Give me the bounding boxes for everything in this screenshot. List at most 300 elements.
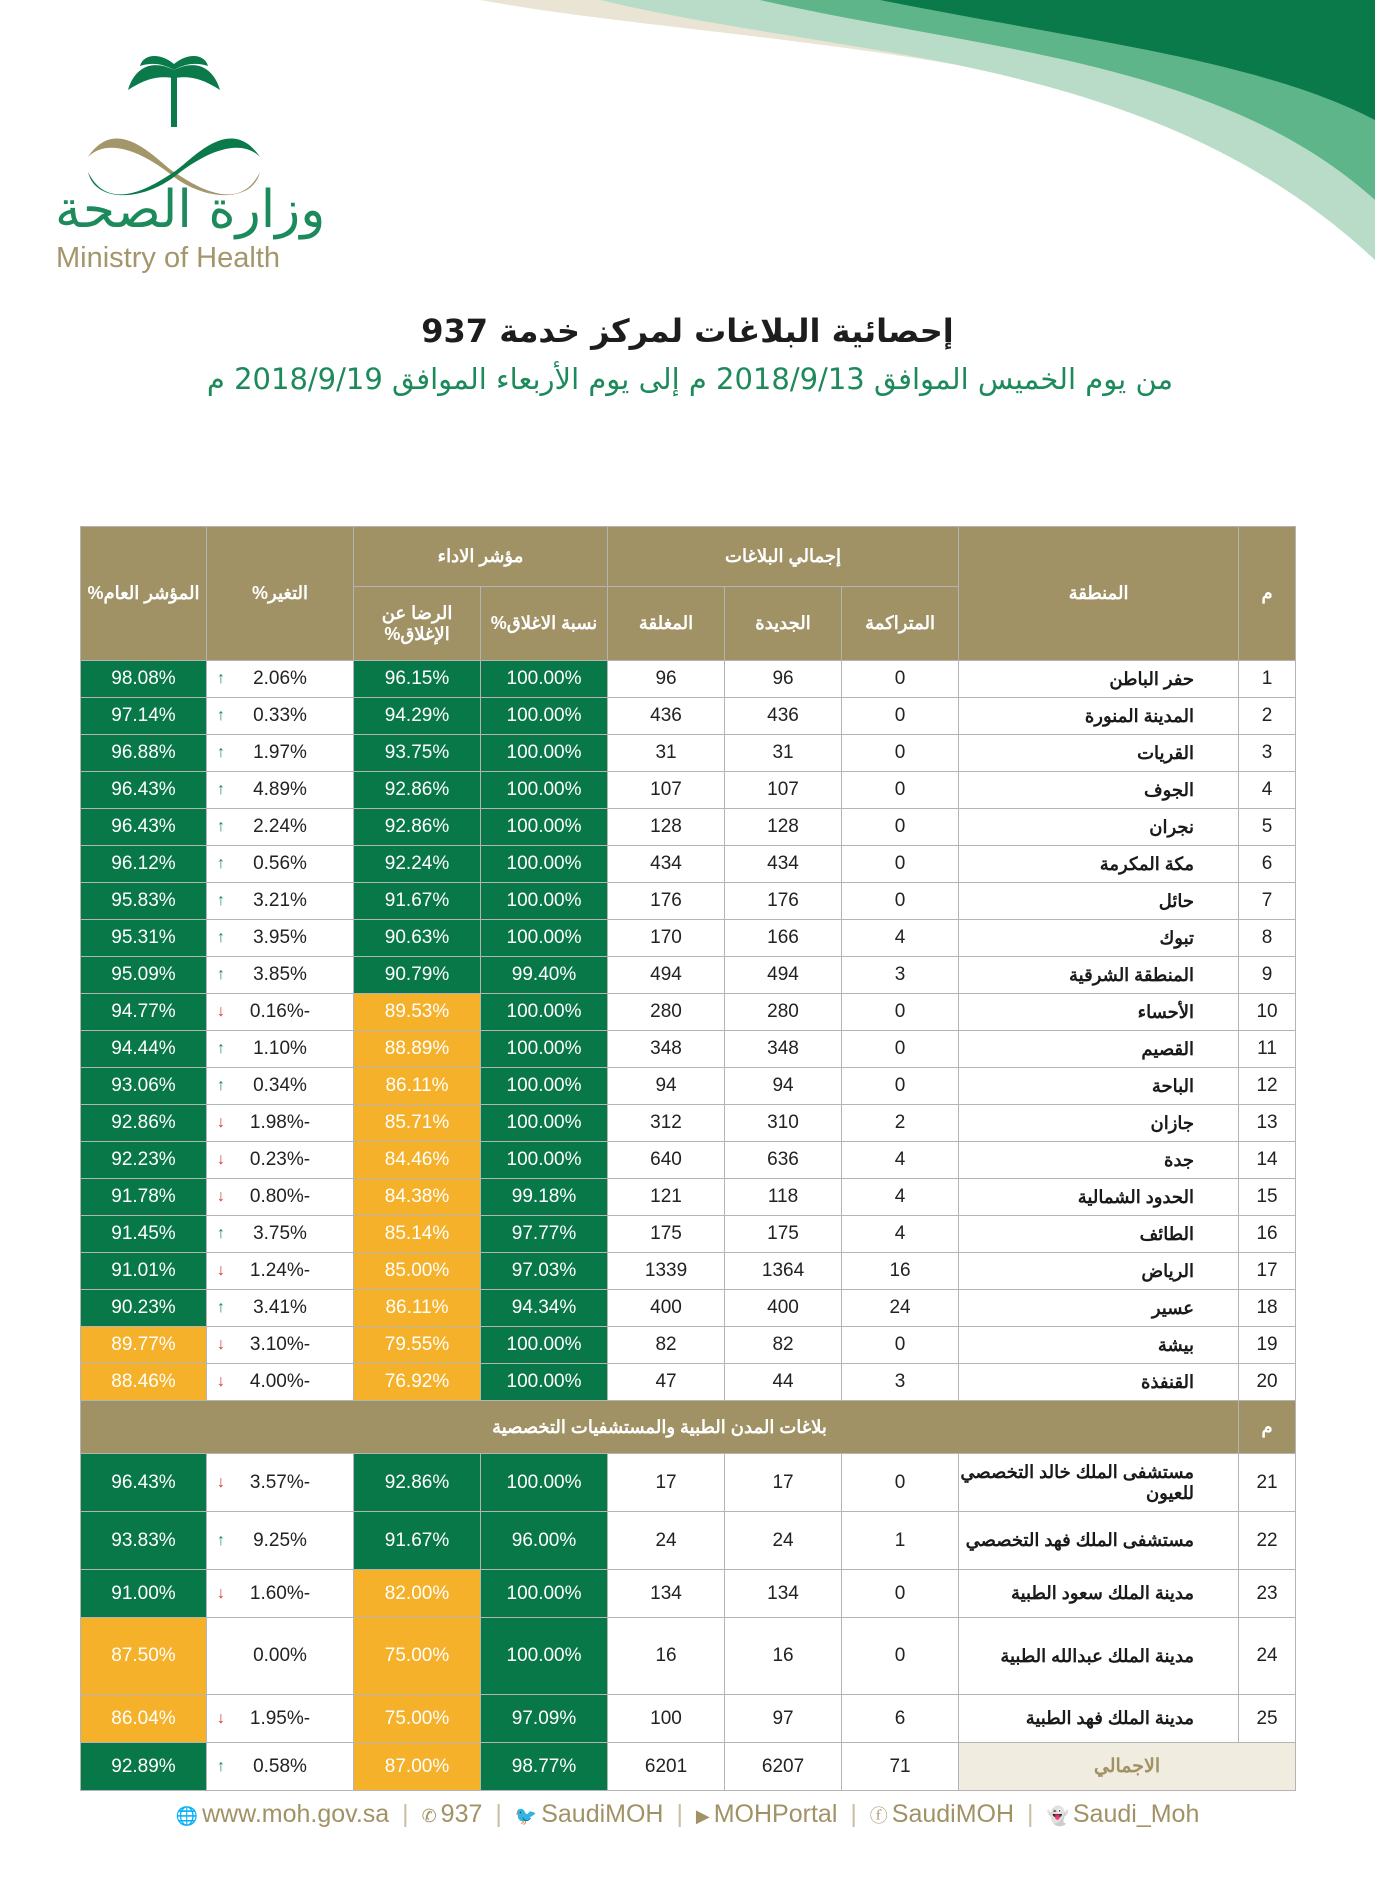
row-change-value: -1.98% (249, 1112, 311, 1133)
row-accumulated: 0 (842, 994, 959, 1031)
table-row (81, 846, 1296, 883)
page-title: إحصائية البلاغات لمركز خدمة 937 (421, 312, 954, 350)
row-change-value: 3.41% (253, 1297, 307, 1318)
footer-facebook[interactable]: SaudiMOH (891, 1800, 1015, 1828)
row-close-rate: 94.34% (481, 1290, 608, 1327)
row-new: 31 (725, 735, 842, 772)
row-overall: 94.77% (81, 994, 207, 1031)
row-close-rate: 100.00% (481, 994, 608, 1031)
row-new: 94 (725, 1068, 842, 1105)
row-change (207, 1364, 354, 1401)
row-change-value: 2.06% (253, 668, 307, 689)
row-new: 24 (725, 1512, 842, 1570)
row-close-rate: 100.00% (481, 1364, 608, 1401)
row-region-name: حفر الباطن (959, 661, 1239, 698)
youtube-icon: ▶ (695, 1806, 710, 1826)
row-overall: 95.09% (81, 957, 207, 994)
row-region-name: مستشفى الملك خالد التخصصي للعيون (959, 1454, 1239, 1512)
arrow-up-icon: ↑ (217, 855, 225, 872)
row-accumulated: 0 (842, 772, 959, 809)
row-satisfaction: 91.67% (354, 1512, 481, 1570)
row-accumulated: 3 (842, 957, 959, 994)
arrow-up-icon: ↑ (217, 929, 225, 946)
total-accumulated: 71 (842, 1743, 959, 1791)
row-accumulated: 6 (842, 1695, 959, 1743)
footer-twitter[interactable]: SaudiMOH (541, 1800, 664, 1828)
arrow-up-icon: ↑ (217, 670, 225, 687)
row-new: 97 (725, 1695, 842, 1743)
row-satisfaction: 92.86% (354, 772, 481, 809)
table-row (81, 1454, 1296, 1512)
row-index: 24 (1239, 1618, 1296, 1695)
row-overall: 95.31% (81, 920, 207, 957)
row-change (207, 772, 354, 809)
row-region-name: الأحساء (959, 994, 1239, 1031)
row-satisfaction: 91.67% (354, 883, 481, 920)
row-new: 134 (725, 1570, 842, 1618)
row-index: 17 (1239, 1253, 1296, 1290)
row-new: 280 (725, 994, 842, 1031)
header-overall: المؤشر العام% (81, 527, 207, 661)
row-closed: 16 (608, 1618, 725, 1695)
row-closed: 280 (608, 994, 725, 1031)
header-region: المنطقة (959, 527, 1239, 661)
row-region-name: جازان (959, 1105, 1239, 1142)
row-overall: 92.86% (81, 1105, 207, 1142)
header-performance: مؤشر الاداء (354, 527, 608, 587)
row-region-name: مدينة الملك فهد الطبية (959, 1695, 1239, 1743)
row-new: 494 (725, 957, 842, 994)
total-satisfaction: 87.00% (354, 1743, 481, 1791)
row-index: 14 (1239, 1142, 1296, 1179)
row-change (207, 1454, 354, 1512)
row-accumulated: 16 (842, 1253, 959, 1290)
row-change-value: -1.24% (249, 1260, 311, 1281)
row-closed: 494 (608, 957, 725, 994)
table-row (81, 1327, 1296, 1364)
row-change-value: 3.21% (253, 890, 307, 911)
row-accumulated: 0 (842, 698, 959, 735)
row-close-rate: 100.00% (481, 1327, 608, 1364)
row-region-name: حائل (959, 883, 1239, 920)
date-range-subtitle: من يوم الخميس الموافق 2018/9/13 م إلى يوم الأربعاء الموافق 2018/9/19 م (206, 362, 1174, 396)
row-change (207, 698, 354, 735)
row-closed: 400 (608, 1290, 725, 1327)
logo-english-name: Ministry of Health (56, 242, 281, 274)
row-satisfaction: 84.46% (354, 1142, 481, 1179)
row-overall: 97.14% (81, 698, 207, 735)
row-overall: 96.43% (81, 809, 207, 846)
total-closed: 6201 (608, 1743, 725, 1791)
row-close-rate: 100.00% (481, 1068, 608, 1105)
row-new: 128 (725, 809, 842, 846)
header-new: الجديدة (725, 587, 842, 661)
row-region-name: جدة (959, 1142, 1239, 1179)
row-index: 11 (1239, 1031, 1296, 1068)
row-closed: 31 (608, 735, 725, 772)
row-region-name: عسير (959, 1290, 1239, 1327)
row-overall: 96.88% (81, 735, 207, 772)
table-row (81, 1105, 1296, 1142)
footer-website[interactable]: www.moh.gov.sa (202, 1800, 390, 1828)
footer-snapchat[interactable]: Saudi_Moh (1072, 1800, 1200, 1828)
footer-youtube[interactable]: MOHPortal (713, 1800, 838, 1828)
row-satisfaction: 75.00% (354, 1695, 481, 1743)
row-overall: 91.45% (81, 1216, 207, 1253)
row-index: 21 (1239, 1454, 1296, 1512)
table-row (81, 735, 1296, 772)
row-change (207, 1618, 354, 1695)
row-change (207, 1142, 354, 1179)
row-close-rate: 100.00% (481, 1142, 608, 1179)
row-accumulated: 3 (842, 1364, 959, 1401)
row-new: 636 (725, 1142, 842, 1179)
row-satisfaction: 86.11% (354, 1290, 481, 1327)
row-accumulated: 0 (842, 1618, 959, 1695)
table-row (81, 1031, 1296, 1068)
row-region-name: مدينة الملك سعود الطبية (959, 1570, 1239, 1618)
table-row (81, 1290, 1296, 1327)
row-index: 2 (1239, 698, 1296, 735)
row-index: 5 (1239, 809, 1296, 846)
row-closed: 312 (608, 1105, 725, 1142)
row-change-value: 1.10% (253, 1038, 307, 1059)
row-satisfaction: 92.86% (354, 1454, 481, 1512)
row-overall: 87.50% (81, 1618, 207, 1695)
total-close-rate: 98.77% (481, 1743, 608, 1791)
row-change (207, 1179, 354, 1216)
row-index: 15 (1239, 1179, 1296, 1216)
arrow-up-icon: ↑ (217, 892, 225, 909)
logo-arabic-name: وزارة الصحة (55, 180, 326, 240)
row-close-rate: 99.18% (481, 1179, 608, 1216)
row-change-value: -0.16% (249, 1001, 311, 1022)
arrow-down-icon: ↓ (217, 1473, 225, 1491)
row-close-rate: 100.00% (481, 735, 608, 772)
row-change-value: 4.89% (253, 779, 307, 800)
row-overall: 86.04% (81, 1695, 207, 1743)
row-overall: 91.01% (81, 1253, 207, 1290)
row-new: 310 (725, 1105, 842, 1142)
row-change (207, 1570, 354, 1618)
row-close-rate: 100.00% (481, 1570, 608, 1618)
total-overall: 92.89% (81, 1743, 207, 1791)
row-index: 3 (1239, 735, 1296, 772)
row-closed: 348 (608, 1031, 725, 1068)
row-new: 107 (725, 772, 842, 809)
header-change: التغير% (207, 527, 354, 661)
row-index: 16 (1239, 1216, 1296, 1253)
row-close-rate: 96.00% (481, 1512, 608, 1570)
table-row (81, 1364, 1296, 1401)
table-row (81, 994, 1296, 1031)
arrow-up-icon: ↑ (217, 818, 225, 835)
row-change (207, 735, 354, 772)
row-change (207, 809, 354, 846)
row-satisfaction: 94.29% (354, 698, 481, 735)
row-change (207, 1327, 354, 1364)
row-satisfaction: 82.00% (354, 1570, 481, 1618)
row-satisfaction: 79.55% (354, 1327, 481, 1364)
total-row (81, 1743, 1296, 1791)
row-change-value: -3.57% (249, 1471, 311, 1493)
row-accumulated: 0 (842, 735, 959, 772)
row-overall: 96.43% (81, 1454, 207, 1512)
row-overall: 93.06% (81, 1068, 207, 1105)
row-accumulated: 4 (842, 1142, 959, 1179)
row-new: 96 (725, 661, 842, 698)
row-accumulated: 0 (842, 1454, 959, 1512)
total-new: 6207 (725, 1743, 842, 1791)
row-index: 1 (1239, 661, 1296, 698)
row-closed: 100 (608, 1695, 725, 1743)
row-accumulated: 4 (842, 1179, 959, 1216)
row-new: 16 (725, 1618, 842, 1695)
row-accumulated: 1 (842, 1512, 959, 1570)
row-satisfaction: 89.53% (354, 994, 481, 1031)
row-change-value: 9.25% (253, 1529, 307, 1551)
row-accumulated: 0 (842, 661, 959, 698)
row-change (207, 883, 354, 920)
row-change-value: 2.24% (253, 816, 307, 837)
row-satisfaction: 90.63% (354, 920, 481, 957)
row-region-name: الجوف (959, 772, 1239, 809)
row-new: 176 (725, 883, 842, 920)
row-close-rate: 97.09% (481, 1695, 608, 1743)
row-change (207, 1216, 354, 1253)
footer-contacts: 🌐 www.moh.gov.sa | ✆ 937 | 🐦 SaudiMOH | ▶ MOHPortal | ⓕ SaudiMOH | 👻 Saudi_Moh (175, 1800, 1200, 1828)
row-close-rate: 100.00% (481, 920, 608, 957)
row-accumulated: 24 (842, 1290, 959, 1327)
row-index: 4 (1239, 772, 1296, 809)
row-closed: 175 (608, 1216, 725, 1253)
row-accumulated: 0 (842, 1327, 959, 1364)
row-closed: 436 (608, 698, 725, 735)
globe-icon: 🌐 (175, 1806, 199, 1826)
row-overall: 91.00% (81, 1570, 207, 1618)
row-change-value: 0.00% (253, 1645, 307, 1666)
header-satisfaction: الرضا عن الإغلاق% (354, 587, 481, 661)
row-accumulated: 0 (842, 1068, 959, 1105)
arrow-up-icon: ↑ (217, 707, 225, 724)
row-new: 82 (725, 1327, 842, 1364)
row-overall: 98.08% (81, 661, 207, 698)
row-change-value: 0.33% (253, 705, 307, 726)
table-row (81, 1068, 1296, 1105)
table-row (81, 772, 1296, 809)
footer-phone[interactable]: 937 (440, 1800, 483, 1828)
row-satisfaction: 88.89% (354, 1031, 481, 1068)
row-change (207, 661, 354, 698)
arrow-down-icon: ↓ (217, 1262, 225, 1279)
row-accumulated: 0 (842, 883, 959, 920)
total-change (207, 1743, 354, 1791)
row-new: 348 (725, 1031, 842, 1068)
table-row (81, 1253, 1296, 1290)
table-row (81, 920, 1296, 957)
row-change (207, 1290, 354, 1327)
row-close-rate: 100.00% (481, 1618, 608, 1695)
row-index: 18 (1239, 1290, 1296, 1327)
arrow-down-icon: ↓ (217, 1584, 225, 1602)
row-change (207, 957, 354, 994)
header-total-reports: إجمالي البلاغات (608, 527, 959, 587)
row-accumulated: 4 (842, 920, 959, 957)
row-new: 434 (725, 846, 842, 883)
header-accumulated: المتراكمة (842, 587, 959, 661)
row-new: 175 (725, 1216, 842, 1253)
row-closed: 176 (608, 883, 725, 920)
arrow-up-icon: ↑ (217, 1040, 225, 1057)
row-index: 20 (1239, 1364, 1296, 1401)
row-new: 1364 (725, 1253, 842, 1290)
row-index: 6 (1239, 846, 1296, 883)
row-overall: 89.77% (81, 1327, 207, 1364)
row-region-name: تبوك (959, 920, 1239, 957)
arrow-down-icon: ↓ (217, 1114, 225, 1131)
row-close-rate: 100.00% (481, 1105, 608, 1142)
row-index: 23 (1239, 1570, 1296, 1618)
row-region-name: القصيم (959, 1031, 1239, 1068)
row-change-value: 3.85% (253, 964, 307, 985)
row-overall: 88.46% (81, 1364, 207, 1401)
phone-icon: ✆ (421, 1806, 437, 1826)
table-row (81, 698, 1296, 735)
row-change-value: -1.60% (249, 1582, 311, 1604)
row-closed: 107 (608, 772, 725, 809)
total-change-value: 0.58% (253, 1755, 307, 1777)
table-row (81, 1179, 1296, 1216)
row-change (207, 1253, 354, 1290)
row-satisfaction: 86.11% (354, 1068, 481, 1105)
table-row (81, 957, 1296, 994)
row-index: 13 (1239, 1105, 1296, 1142)
row-index: 25 (1239, 1695, 1296, 1743)
row-accumulated: 0 (842, 1031, 959, 1068)
row-close-rate: 99.40% (481, 957, 608, 994)
row-change (207, 1031, 354, 1068)
row-region-name: بيشة (959, 1327, 1239, 1364)
row-accumulated: 0 (842, 809, 959, 846)
row-satisfaction: 75.00% (354, 1618, 481, 1695)
arrow-down-icon: ↓ (217, 1151, 225, 1168)
row-closed: 17 (608, 1454, 725, 1512)
row-index: 10 (1239, 994, 1296, 1031)
row-change-value: -3.10% (249, 1334, 311, 1355)
row-change-value: 3.75% (253, 1223, 307, 1244)
arrow-up-icon: ↑ (217, 966, 225, 983)
arrow-down-icon: ↓ (217, 1336, 225, 1353)
row-closed: 1339 (608, 1253, 725, 1290)
twitter-icon: 🐦 (514, 1806, 538, 1826)
row-satisfaction: 84.38% (354, 1179, 481, 1216)
header-closed: المغلقة (608, 587, 725, 661)
section-header-row (81, 1401, 1296, 1454)
row-closed: 134 (608, 1570, 725, 1618)
row-satisfaction: 93.75% (354, 735, 481, 772)
facebook-icon: ⓕ (869, 1806, 888, 1826)
row-overall: 93.83% (81, 1512, 207, 1570)
row-new: 44 (725, 1364, 842, 1401)
table-row (81, 883, 1296, 920)
row-change (207, 1695, 354, 1743)
row-new: 118 (725, 1179, 842, 1216)
row-close-rate: 97.77% (481, 1216, 608, 1253)
row-region-name: المدينة المنورة (959, 698, 1239, 735)
row-accumulated: 0 (842, 1570, 959, 1618)
row-accumulated: 2 (842, 1105, 959, 1142)
table-row (81, 809, 1296, 846)
row-closed: 640 (608, 1142, 725, 1179)
table-row (81, 1512, 1296, 1570)
row-overall: 90.23% (81, 1290, 207, 1327)
row-satisfaction: 76.92% (354, 1364, 481, 1401)
row-overall: 91.78% (81, 1179, 207, 1216)
row-accumulated: 0 (842, 846, 959, 883)
row-satisfaction: 85.00% (354, 1253, 481, 1290)
table-row (81, 1618, 1296, 1695)
arrow-up-icon: ↑ (217, 744, 225, 761)
row-new: 400 (725, 1290, 842, 1327)
header-close-rate: نسبة الاغلاق% (481, 587, 608, 661)
row-satisfaction: 92.24% (354, 846, 481, 883)
arrow-up-icon: ↑ (217, 1757, 225, 1775)
row-region-name: الحدود الشمالية (959, 1179, 1239, 1216)
row-closed: 94 (608, 1068, 725, 1105)
arrow-up-icon: ↑ (217, 1225, 225, 1242)
table-row (81, 1216, 1296, 1253)
header-index: م (1239, 527, 1296, 661)
row-overall: 96.43% (81, 772, 207, 809)
row-close-rate: 100.00% (481, 661, 608, 698)
row-index: 7 (1239, 883, 1296, 920)
row-change (207, 1512, 354, 1570)
arrow-up-icon: ↑ (217, 1299, 225, 1316)
row-close-rate: 100.00% (481, 698, 608, 735)
row-region-name: الرياض (959, 1253, 1239, 1290)
row-region-name: القنفذة (959, 1364, 1239, 1401)
row-close-rate: 100.00% (481, 809, 608, 846)
row-change-value: 1.97% (253, 742, 307, 763)
table-row (81, 1695, 1296, 1743)
row-closed: 96 (608, 661, 725, 698)
row-satisfaction: 92.86% (354, 809, 481, 846)
row-satisfaction: 96.15% (354, 661, 481, 698)
row-change (207, 846, 354, 883)
row-index: 8 (1239, 920, 1296, 957)
row-change-value: 3.95% (253, 927, 307, 948)
row-region-name: مدينة الملك عبدالله الطبية (959, 1618, 1239, 1695)
row-change (207, 1105, 354, 1142)
row-close-rate: 100.00% (481, 846, 608, 883)
row-region-name: الباحة (959, 1068, 1239, 1105)
row-region-name: مستشفى الملك فهد التخصصي (959, 1512, 1239, 1570)
row-close-rate: 100.00% (481, 883, 608, 920)
total-label: الاجمالي (959, 1743, 1296, 1791)
row-closed: 24 (608, 1512, 725, 1570)
row-closed: 121 (608, 1179, 725, 1216)
arrow-down-icon: ↓ (217, 1709, 225, 1727)
table-row (81, 1570, 1296, 1618)
row-closed: 128 (608, 809, 725, 846)
section-index-label: م (1239, 1401, 1296, 1454)
row-new: 17 (725, 1454, 842, 1512)
row-index: 12 (1239, 1068, 1296, 1105)
row-change (207, 920, 354, 957)
row-closed: 47 (608, 1364, 725, 1401)
row-overall: 95.83% (81, 883, 207, 920)
row-change-value: -4.00% (249, 1371, 311, 1392)
